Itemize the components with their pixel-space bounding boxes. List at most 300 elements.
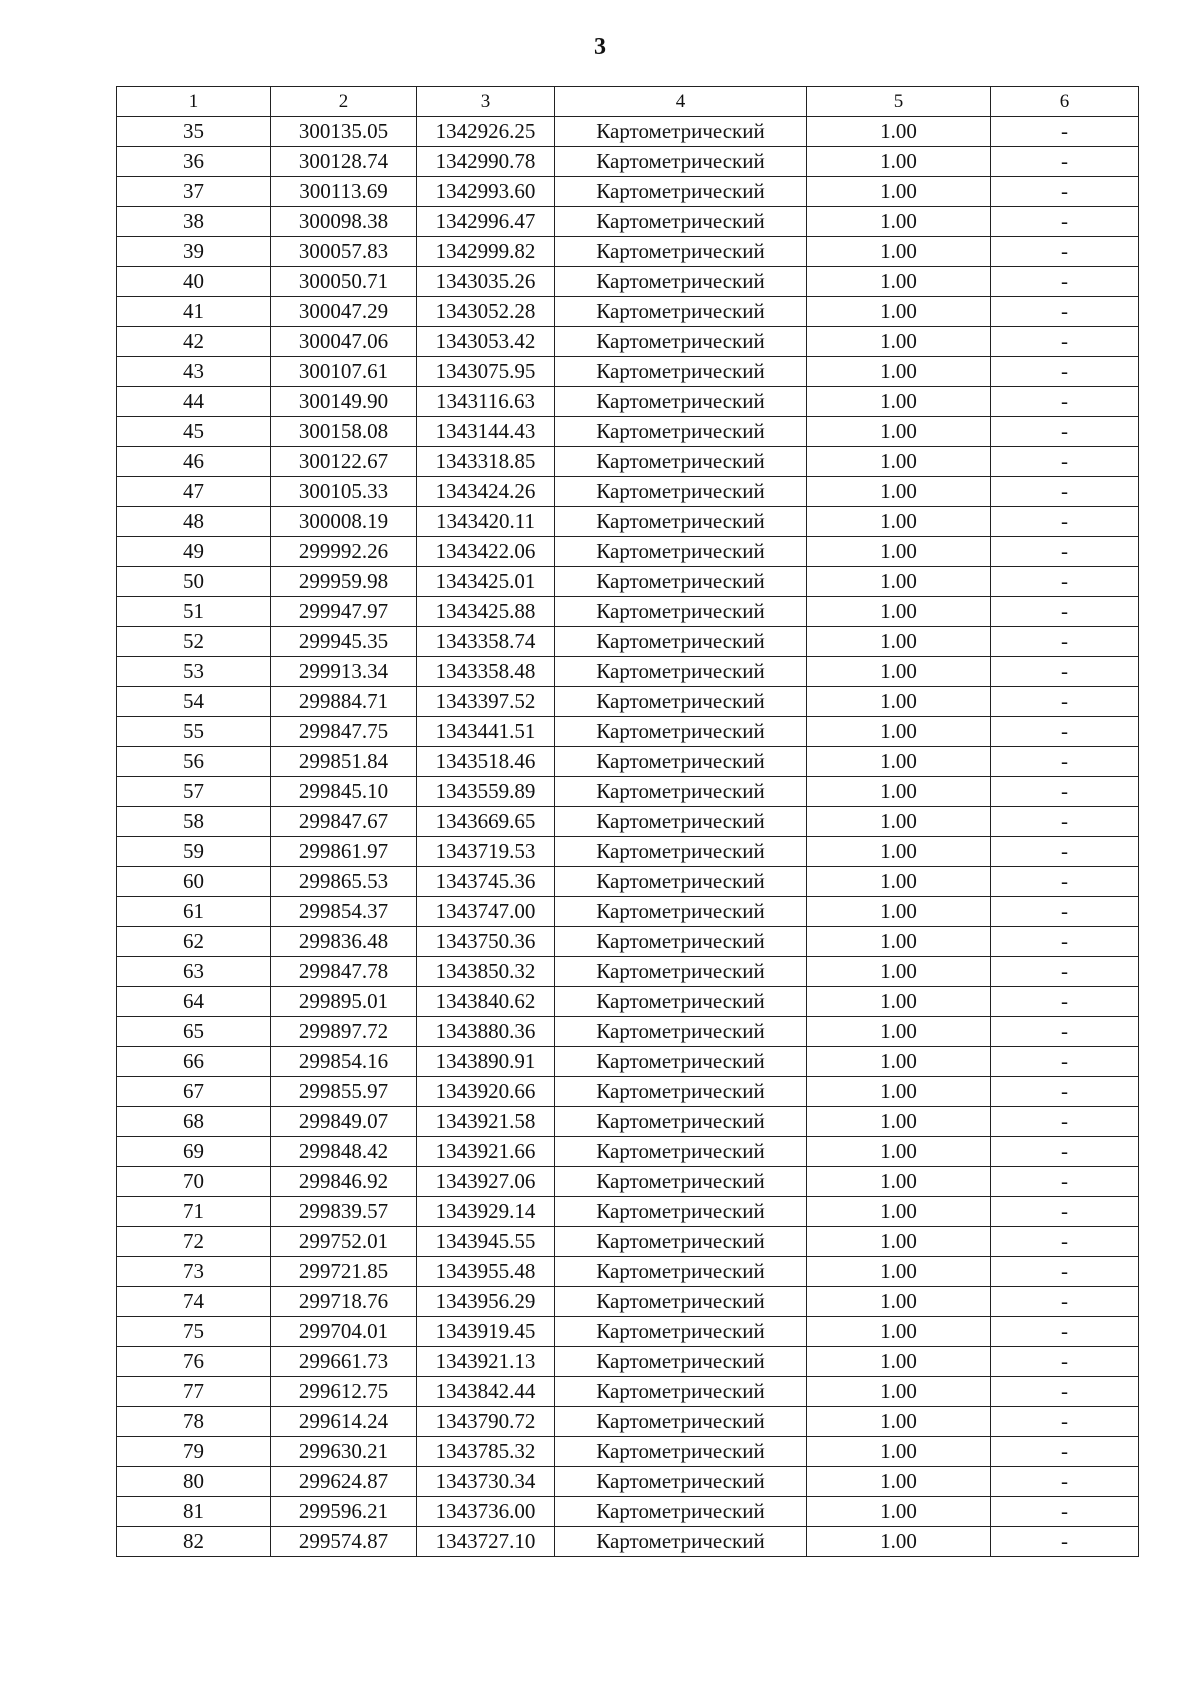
point-number-cell: 44 [117,387,271,417]
method-cell: Картометрический [555,387,807,417]
y-coordinate-cell: 1343921.13 [417,1347,555,1377]
point-number-cell: 62 [117,927,271,957]
y-coordinate-cell: 1343747.00 [417,897,555,927]
point-number-cell: 63 [117,957,271,987]
accuracy-cell: 1.00 [807,1257,991,1287]
accuracy-cell: 1.00 [807,1047,991,1077]
x-coordinate-cell: 299624.87 [271,1467,417,1497]
note-cell: - [991,837,1139,867]
x-coordinate-cell: 299718.76 [271,1287,417,1317]
method-cell: Картометрический [555,147,807,177]
column-header-4: 4 [555,87,807,117]
y-coordinate-cell: 1343116.63 [417,387,555,417]
point-number-cell: 45 [117,417,271,447]
accuracy-cell: 1.00 [807,1377,991,1407]
method-cell: Картометрический [555,747,807,777]
accuracy-cell: 1.00 [807,897,991,927]
y-coordinate-cell: 1343424.26 [417,477,555,507]
accuracy-cell: 1.00 [807,537,991,567]
accuracy-cell: 1.00 [807,1527,991,1557]
y-coordinate-cell: 1343890.91 [417,1047,555,1077]
accuracy-cell: 1.00 [807,657,991,687]
accuracy-cell: 1.00 [807,297,991,327]
note-cell: - [991,1527,1139,1557]
y-coordinate-cell: 1343790.72 [417,1407,555,1437]
method-cell: Картометрический [555,507,807,537]
method-cell: Картометрический [555,417,807,447]
method-cell: Картометрический [555,1197,807,1227]
y-coordinate-cell: 1343559.89 [417,777,555,807]
accuracy-cell: 1.00 [807,597,991,627]
method-cell: Картометрический [555,1077,807,1107]
point-number-cell: 48 [117,507,271,537]
accuracy-cell: 1.00 [807,357,991,387]
point-number-cell: 77 [117,1377,271,1407]
accuracy-cell: 1.00 [807,1407,991,1437]
y-coordinate-cell: 1343441.51 [417,717,555,747]
note-cell: - [991,777,1139,807]
accuracy-cell: 1.00 [807,1467,991,1497]
point-number-cell: 43 [117,357,271,387]
point-number-cell: 36 [117,147,271,177]
y-coordinate-cell: 1343745.36 [417,867,555,897]
point-number-cell: 56 [117,747,271,777]
note-cell: - [991,1137,1139,1167]
note-cell: - [991,1257,1139,1287]
table-row [117,657,1139,687]
table-header [117,87,1139,117]
x-coordinate-cell: 299630.21 [271,1437,417,1467]
y-coordinate-cell: 1343927.06 [417,1167,555,1197]
table-row [117,927,1139,957]
note-cell: - [991,327,1139,357]
y-coordinate-cell: 1343880.36 [417,1017,555,1047]
note-cell: - [991,1017,1139,1047]
note-cell: - [991,117,1139,147]
table-row [117,1017,1139,1047]
x-coordinate-cell: 300057.83 [271,237,417,267]
y-coordinate-cell: 1343730.34 [417,1467,555,1497]
table-row [117,747,1139,777]
point-number-cell: 75 [117,1317,271,1347]
method-cell: Картометрический [555,957,807,987]
note-cell: - [991,1167,1139,1197]
method-cell: Картометрический [555,837,807,867]
method-cell: Картометрический [555,1227,807,1257]
point-number-cell: 57 [117,777,271,807]
x-coordinate-cell: 299854.16 [271,1047,417,1077]
note-cell: - [991,507,1139,537]
x-coordinate-cell: 299865.53 [271,867,417,897]
table-row [117,177,1139,207]
x-coordinate-cell: 300050.71 [271,267,417,297]
y-coordinate-cell: 1343669.65 [417,807,555,837]
accuracy-cell: 1.00 [807,177,991,207]
method-cell: Картометрический [555,297,807,327]
note-cell: - [991,1347,1139,1377]
note-cell: - [991,237,1139,267]
y-coordinate-cell: 1342993.60 [417,177,555,207]
method-cell: Картометрический [555,1407,807,1437]
table-row [117,1437,1139,1467]
y-coordinate-cell: 1343420.11 [417,507,555,537]
note-cell: - [991,627,1139,657]
accuracy-cell: 1.00 [807,1287,991,1317]
method-cell: Картометрический [555,357,807,387]
method-cell: Картометрический [555,987,807,1017]
accuracy-cell: 1.00 [807,237,991,267]
table-row [117,1077,1139,1107]
method-cell: Картометрический [555,1527,807,1557]
table-row [117,567,1139,597]
y-coordinate-cell: 1343075.95 [417,357,555,387]
accuracy-cell: 1.00 [807,837,991,867]
method-cell: Картометрический [555,627,807,657]
method-cell: Картометрический [555,1377,807,1407]
point-number-cell: 47 [117,477,271,507]
point-number-cell: 65 [117,1017,271,1047]
x-coordinate-cell: 299913.34 [271,657,417,687]
note-cell: - [991,687,1139,717]
x-coordinate-cell: 300149.90 [271,387,417,417]
accuracy-cell: 1.00 [807,747,991,777]
y-coordinate-cell: 1343956.29 [417,1287,555,1317]
accuracy-cell: 1.00 [807,1197,991,1227]
table-row [117,777,1139,807]
point-number-cell: 41 [117,297,271,327]
accuracy-cell: 1.00 [807,1437,991,1467]
method-cell: Картометрический [555,927,807,957]
accuracy-cell: 1.00 [807,777,991,807]
method-cell: Картометрический [555,687,807,717]
y-coordinate-cell: 1343397.52 [417,687,555,717]
method-cell: Картометрический [555,867,807,897]
table-row [117,717,1139,747]
method-cell: Картометрический [555,117,807,147]
y-coordinate-cell: 1343358.48 [417,657,555,687]
table-row [117,1107,1139,1137]
y-coordinate-cell: 1342926.25 [417,117,555,147]
y-coordinate-cell: 1343850.32 [417,957,555,987]
method-cell: Картометрический [555,807,807,837]
x-coordinate-cell: 300113.69 [271,177,417,207]
method-cell: Картометрический [555,1497,807,1527]
y-coordinate-cell: 1343840.62 [417,987,555,1017]
table-row [117,147,1139,177]
method-cell: Картометрический [555,1317,807,1347]
x-coordinate-cell: 299836.48 [271,927,417,957]
x-coordinate-cell: 299945.35 [271,627,417,657]
table-row [117,537,1139,567]
table-row [117,1467,1139,1497]
point-number-cell: 46 [117,447,271,477]
note-cell: - [991,1047,1139,1077]
point-number-cell: 61 [117,897,271,927]
point-number-cell: 42 [117,327,271,357]
accuracy-cell: 1.00 [807,1077,991,1107]
y-coordinate-cell: 1343052.28 [417,297,555,327]
point-number-cell: 64 [117,987,271,1017]
note-cell: - [991,1227,1139,1257]
y-coordinate-cell: 1343920.66 [417,1077,555,1107]
table-body [117,117,1139,1557]
table-row [117,1317,1139,1347]
note-cell: - [991,1467,1139,1497]
accuracy-cell: 1.00 [807,207,991,237]
column-header-2: 2 [271,87,417,117]
point-number-cell: 82 [117,1527,271,1557]
point-number-cell: 68 [117,1107,271,1137]
method-cell: Картометрический [555,1167,807,1197]
x-coordinate-cell: 300128.74 [271,147,417,177]
point-number-cell: 51 [117,597,271,627]
x-coordinate-cell: 299721.85 [271,1257,417,1287]
accuracy-cell: 1.00 [807,627,991,657]
note-cell: - [991,1107,1139,1137]
x-coordinate-cell: 299861.97 [271,837,417,867]
accuracy-cell: 1.00 [807,417,991,447]
table-row [117,477,1139,507]
note-cell: - [991,1317,1139,1347]
x-coordinate-cell: 300105.33 [271,477,417,507]
note-cell: - [991,927,1139,957]
point-number-cell: 76 [117,1347,271,1377]
note-cell: - [991,147,1139,177]
point-number-cell: 53 [117,657,271,687]
point-number-cell: 40 [117,267,271,297]
note-cell: - [991,177,1139,207]
method-cell: Картометрический [555,1257,807,1287]
point-number-cell: 74 [117,1287,271,1317]
note-cell: - [991,867,1139,897]
x-coordinate-cell: 299661.73 [271,1347,417,1377]
method-cell: Картометрический [555,1347,807,1377]
x-coordinate-cell: 299848.42 [271,1137,417,1167]
x-coordinate-cell: 299704.01 [271,1317,417,1347]
y-coordinate-cell: 1343318.85 [417,447,555,477]
point-number-cell: 80 [117,1467,271,1497]
table-row [117,207,1139,237]
y-coordinate-cell: 1342990.78 [417,147,555,177]
point-number-cell: 59 [117,837,271,867]
point-number-cell: 79 [117,1437,271,1467]
table-row [117,1197,1139,1227]
y-coordinate-cell: 1343736.00 [417,1497,555,1527]
accuracy-cell: 1.00 [807,387,991,417]
point-number-cell: 35 [117,117,271,147]
table-row [117,117,1139,147]
x-coordinate-cell: 299614.24 [271,1407,417,1437]
point-number-cell: 72 [117,1227,271,1257]
accuracy-cell: 1.00 [807,957,991,987]
accuracy-cell: 1.00 [807,687,991,717]
point-number-cell: 67 [117,1077,271,1107]
x-coordinate-cell: 300047.29 [271,297,417,327]
point-number-cell: 71 [117,1197,271,1227]
accuracy-cell: 1.00 [807,147,991,177]
x-coordinate-cell: 299612.75 [271,1377,417,1407]
table-row [117,1527,1139,1557]
method-cell: Картометрический [555,1017,807,1047]
page-number: 3 [594,34,606,60]
method-cell: Картометрический [555,1467,807,1497]
accuracy-cell: 1.00 [807,507,991,537]
table-row [117,987,1139,1017]
x-coordinate-cell: 300135.05 [271,117,417,147]
table-row [117,267,1139,297]
table-row [117,507,1139,537]
accuracy-cell: 1.00 [807,717,991,747]
note-cell: - [991,1287,1139,1317]
method-cell: Картометрический [555,177,807,207]
x-coordinate-cell: 299847.67 [271,807,417,837]
x-coordinate-cell: 299849.07 [271,1107,417,1137]
point-number-cell: 39 [117,237,271,267]
table-row [117,1257,1139,1287]
note-cell: - [991,747,1139,777]
note-cell: - [991,1497,1139,1527]
method-cell: Картометрический [555,567,807,597]
x-coordinate-cell: 299855.97 [271,1077,417,1107]
accuracy-cell: 1.00 [807,477,991,507]
accuracy-cell: 1.00 [807,447,991,477]
table-row [117,1227,1139,1257]
table-row [117,327,1139,357]
point-number-cell: 58 [117,807,271,837]
table-row [117,897,1139,927]
accuracy-cell: 1.00 [807,1167,991,1197]
note-cell: - [991,357,1139,387]
y-coordinate-cell: 1343929.14 [417,1197,555,1227]
y-coordinate-cell: 1343785.32 [417,1437,555,1467]
method-cell: Картометрический [555,237,807,267]
note-cell: - [991,1077,1139,1107]
table-row [117,957,1139,987]
method-cell: Картометрический [555,657,807,687]
point-number-cell: 37 [117,177,271,207]
note-cell: - [991,537,1139,567]
y-coordinate-cell: 1343842.44 [417,1377,555,1407]
note-cell: - [991,897,1139,927]
method-cell: Картометрический [555,1287,807,1317]
method-cell: Картометрический [555,897,807,927]
point-number-cell: 73 [117,1257,271,1287]
y-coordinate-cell: 1343053.42 [417,327,555,357]
x-coordinate-cell: 300158.08 [271,417,417,447]
y-coordinate-cell: 1343719.53 [417,837,555,867]
note-cell: - [991,387,1139,417]
column-header-1: 1 [117,87,271,117]
table-row [117,357,1139,387]
table-row [117,1167,1139,1197]
y-coordinate-cell: 1343425.88 [417,597,555,627]
table-row [117,867,1139,897]
point-number-cell: 38 [117,207,271,237]
x-coordinate-cell: 299847.78 [271,957,417,987]
table-row [117,627,1139,657]
accuracy-cell: 1.00 [807,1137,991,1167]
x-coordinate-cell: 299851.84 [271,747,417,777]
y-coordinate-cell: 1343358.74 [417,627,555,657]
method-cell: Картометрический [555,597,807,627]
method-cell: Картометрический [555,1437,807,1467]
table-row [117,1347,1139,1377]
y-coordinate-cell: 1343425.01 [417,567,555,597]
x-coordinate-cell: 300122.67 [271,447,417,477]
header-row [117,87,1139,117]
column-header-6: 6 [991,87,1139,117]
column-header-5: 5 [807,87,991,117]
column-header-3: 3 [417,87,555,117]
table-row [117,417,1139,447]
note-cell: - [991,1377,1139,1407]
x-coordinate-cell: 299846.92 [271,1167,417,1197]
y-coordinate-cell: 1343750.36 [417,927,555,957]
table-row [117,297,1139,327]
y-coordinate-cell: 1343955.48 [417,1257,555,1287]
accuracy-cell: 1.00 [807,987,991,1017]
note-cell: - [991,447,1139,477]
table-row [117,1047,1139,1077]
y-coordinate-cell: 1342996.47 [417,207,555,237]
note-cell: - [991,987,1139,1017]
y-coordinate-cell: 1343422.06 [417,537,555,567]
x-coordinate-cell: 300008.19 [271,507,417,537]
x-coordinate-cell: 299884.71 [271,687,417,717]
x-coordinate-cell: 299574.87 [271,1527,417,1557]
accuracy-cell: 1.00 [807,267,991,297]
accuracy-cell: 1.00 [807,927,991,957]
point-number-cell: 70 [117,1167,271,1197]
table-row [117,1287,1139,1317]
note-cell: - [991,567,1139,597]
accuracy-cell: 1.00 [807,327,991,357]
method-cell: Картометрический [555,1047,807,1077]
accuracy-cell: 1.00 [807,1227,991,1257]
y-coordinate-cell: 1343518.46 [417,747,555,777]
y-coordinate-cell: 1343945.55 [417,1227,555,1257]
accuracy-cell: 1.00 [807,1497,991,1527]
method-cell: Картометрический [555,327,807,357]
table-row [117,837,1139,867]
table-row [117,447,1139,477]
table-row [117,1497,1139,1527]
y-coordinate-cell: 1343727.10 [417,1527,555,1557]
point-number-cell: 50 [117,567,271,597]
note-cell: - [991,657,1139,687]
note-cell: - [991,957,1139,987]
y-coordinate-cell: 1343919.45 [417,1317,555,1347]
x-coordinate-cell: 300098.38 [271,207,417,237]
note-cell: - [991,717,1139,747]
note-cell: - [991,807,1139,837]
point-number-cell: 55 [117,717,271,747]
point-number-cell: 66 [117,1047,271,1077]
accuracy-cell: 1.00 [807,807,991,837]
y-coordinate-cell: 1343921.66 [417,1137,555,1167]
table-row [117,597,1139,627]
x-coordinate-cell: 299847.75 [271,717,417,747]
method-cell: Картометрический [555,537,807,567]
note-cell: - [991,417,1139,447]
method-cell: Картометрический [555,1107,807,1137]
note-cell: - [991,1437,1139,1467]
table-row [117,1377,1139,1407]
note-cell: - [991,1197,1139,1227]
table-row [117,237,1139,267]
point-number-cell: 52 [117,627,271,657]
x-coordinate-cell: 299752.01 [271,1227,417,1257]
